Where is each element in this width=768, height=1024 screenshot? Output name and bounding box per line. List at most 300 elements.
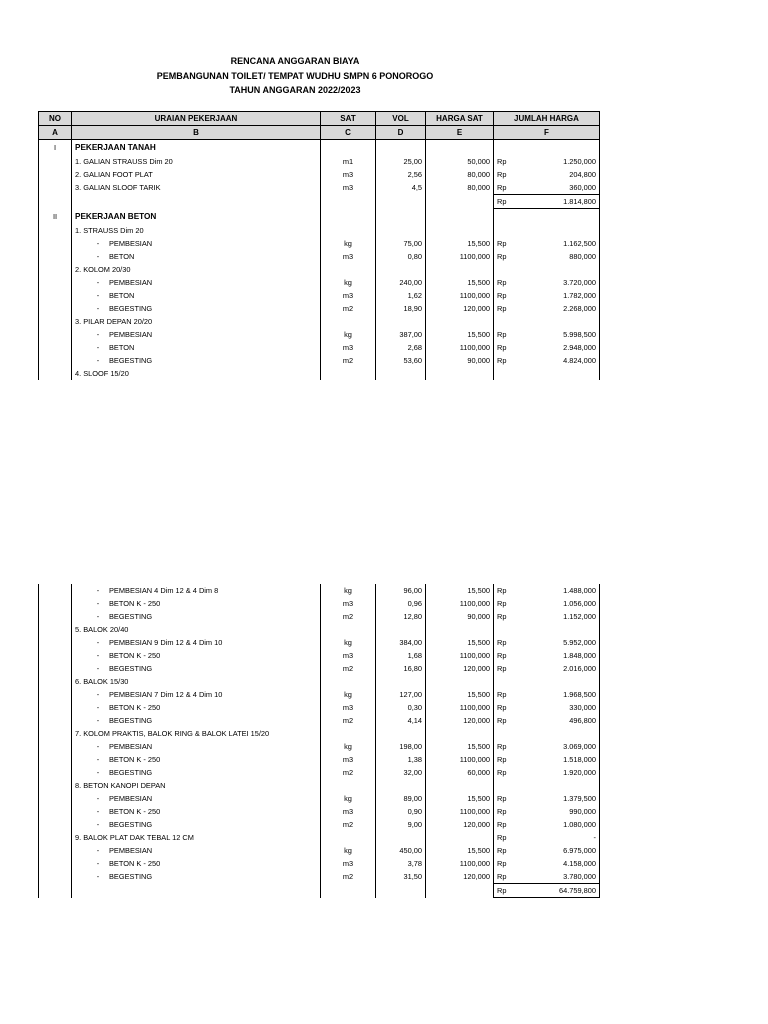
jumlah-cell bbox=[494, 168, 600, 181]
harga-cell bbox=[426, 831, 494, 844]
letter-row bbox=[39, 126, 600, 140]
blank-cell bbox=[426, 884, 494, 898]
uraian-text: BETON K - 250 bbox=[109, 755, 161, 764]
jumlah-value: 1.056,000 bbox=[563, 599, 596, 608]
currency-label: Rp bbox=[497, 330, 507, 339]
vol-cell: 127,00 bbox=[376, 688, 426, 701]
item-row bbox=[39, 584, 600, 597]
jumlah-cell bbox=[494, 623, 600, 636]
sat-cell bbox=[321, 779, 376, 792]
item-row bbox=[39, 792, 600, 805]
blank-cell bbox=[321, 195, 376, 209]
jumlah-value: 496,800 bbox=[569, 716, 596, 725]
item-row bbox=[39, 688, 600, 701]
currency-label: Rp bbox=[497, 690, 507, 699]
harga-cell: 1100,000 bbox=[426, 753, 494, 766]
no-cell bbox=[39, 584, 72, 597]
uraian-cell bbox=[72, 289, 321, 302]
jumlah-cell bbox=[494, 341, 600, 354]
currency-label: Rp bbox=[497, 197, 507, 206]
uraian-cell bbox=[72, 237, 321, 250]
jumlah-value: 4.158,000 bbox=[563, 859, 596, 868]
item-row bbox=[39, 610, 600, 623]
sat-cell: kg bbox=[321, 688, 376, 701]
harga-cell: 90,000 bbox=[426, 354, 494, 367]
jumlah-value: 1.379,500 bbox=[563, 794, 596, 803]
item-row bbox=[39, 289, 600, 302]
no-cell bbox=[39, 155, 72, 168]
harga-cell: 1100,000 bbox=[426, 701, 494, 714]
uraian-text: BETON K - 250 bbox=[109, 599, 161, 608]
currency-label: Rp bbox=[497, 612, 507, 621]
jumlah-cell bbox=[494, 250, 600, 263]
sat-cell: m3 bbox=[321, 250, 376, 263]
no-cell bbox=[39, 315, 72, 328]
dash-marker: - bbox=[96, 768, 100, 777]
uraian-cell bbox=[72, 662, 321, 675]
item-row bbox=[39, 354, 600, 367]
item-row bbox=[39, 662, 600, 675]
jumlah-value: 6.975,000 bbox=[563, 846, 596, 855]
currency-label: Rp bbox=[497, 356, 507, 365]
section-number: II bbox=[39, 209, 72, 225]
vol-cell: 89,00 bbox=[376, 792, 426, 805]
currency-label: Rp bbox=[497, 651, 507, 660]
vol-cell bbox=[376, 727, 426, 740]
jumlah-cell bbox=[494, 610, 600, 623]
sat-cell bbox=[321, 831, 376, 844]
uraian-cell bbox=[72, 276, 321, 289]
group-label: 7. KOLOM PRAKTIS, BALOK RING & BALOK LATEI 15/20 bbox=[72, 727, 321, 740]
group-label: 1. STRAUSS Dim 20 bbox=[72, 224, 321, 237]
no-cell bbox=[39, 181, 72, 195]
jumlah-cell bbox=[494, 237, 600, 250]
sat-cell bbox=[321, 315, 376, 328]
no-cell bbox=[39, 276, 72, 289]
no-cell bbox=[39, 805, 72, 818]
currency-label: Rp bbox=[497, 872, 507, 881]
uraian-cell bbox=[72, 753, 321, 766]
no-cell bbox=[39, 328, 72, 341]
jumlah-value: 5.998,500 bbox=[563, 330, 596, 339]
no-cell bbox=[39, 354, 72, 367]
jumlah-cell bbox=[494, 354, 600, 367]
dash-marker: - bbox=[96, 742, 100, 751]
uraian-cell bbox=[72, 870, 321, 884]
harga-cell: 15,500 bbox=[426, 636, 494, 649]
letter-f: F bbox=[494, 126, 600, 140]
header-harga: HARGA SAT bbox=[426, 112, 494, 126]
sat-cell: m3 bbox=[321, 857, 376, 870]
sat-cell: m2 bbox=[321, 818, 376, 831]
blank-cell bbox=[39, 884, 72, 898]
uraian-cell bbox=[72, 766, 321, 779]
sat-cell: kg bbox=[321, 636, 376, 649]
uraian-cell bbox=[72, 584, 321, 597]
harga-cell bbox=[426, 367, 494, 380]
group-label: 6. BALOK 15/30 bbox=[72, 675, 321, 688]
harga-cell: 15,500 bbox=[426, 792, 494, 805]
group-row bbox=[39, 367, 600, 380]
section-label: PEKERJAAN BETON bbox=[72, 209, 321, 225]
uraian-text: 2. GALIAN FOOT PLAT bbox=[75, 170, 153, 179]
currency-label: Rp bbox=[497, 343, 507, 352]
jumlah-value: 5.952,000 bbox=[563, 638, 596, 647]
uraian-cell bbox=[72, 155, 321, 168]
sat-cell: m3 bbox=[321, 753, 376, 766]
jumlah-value: 3.069,000 bbox=[563, 742, 596, 751]
dash-marker: - bbox=[96, 872, 100, 882]
uraian-cell bbox=[72, 740, 321, 753]
no-cell bbox=[39, 792, 72, 805]
uraian-cell bbox=[72, 597, 321, 610]
no-cell bbox=[39, 341, 72, 354]
uraian-cell bbox=[72, 857, 321, 870]
item-row bbox=[39, 766, 600, 779]
currency-label: Rp bbox=[497, 664, 507, 673]
dash-marker: - bbox=[96, 278, 100, 287]
sat-cell: m3 bbox=[321, 597, 376, 610]
vol-cell bbox=[376, 675, 426, 688]
no-cell bbox=[39, 714, 72, 727]
jumlah-cell bbox=[494, 675, 600, 688]
letter-c: C bbox=[321, 126, 376, 140]
dash-marker: - bbox=[96, 820, 100, 829]
group-row bbox=[39, 224, 600, 237]
group-row bbox=[39, 779, 600, 792]
jumlah-cell bbox=[494, 714, 600, 727]
sat-cell: m3 bbox=[321, 168, 376, 181]
uraian-text: BETON K - 250 bbox=[109, 807, 161, 816]
no-cell bbox=[39, 263, 72, 276]
uraian-cell bbox=[72, 818, 321, 831]
vol-cell: 12,80 bbox=[376, 610, 426, 623]
jumlah-value: 1.782,000 bbox=[563, 291, 596, 300]
no-cell bbox=[39, 302, 72, 315]
jumlah-cell bbox=[494, 289, 600, 302]
harga-cell bbox=[426, 779, 494, 792]
harga-cell: 90,000 bbox=[426, 610, 494, 623]
harga-cell bbox=[426, 263, 494, 276]
no-cell bbox=[39, 844, 72, 857]
no-cell bbox=[39, 610, 72, 623]
uraian-text: PEMBESIAN bbox=[109, 742, 153, 751]
sat-cell: kg bbox=[321, 740, 376, 753]
dash-marker: - bbox=[96, 807, 100, 816]
no-cell bbox=[39, 649, 72, 662]
blank-cell bbox=[321, 884, 376, 898]
uraian-text: BETON K - 250 bbox=[109, 859, 161, 868]
header-vol: VOL bbox=[376, 112, 426, 126]
harga-cell: 1100,000 bbox=[426, 341, 494, 354]
title-line-2: PEMBANGUNAN TOILET/ TEMPAT WUDHU SMPN 6 PONOROGO bbox=[156, 70, 434, 81]
jumlah-value: 1.920,000 bbox=[563, 768, 596, 777]
currency-label: Rp bbox=[497, 768, 507, 777]
vol-cell bbox=[376, 623, 426, 636]
vol-cell bbox=[376, 367, 426, 380]
vol-cell: 0,80 bbox=[376, 250, 426, 263]
dash-marker: - bbox=[96, 252, 100, 261]
jumlah-cell bbox=[494, 805, 600, 818]
jumlah-cell bbox=[494, 276, 600, 289]
jumlah-cell bbox=[494, 315, 600, 328]
uraian-text: BETON bbox=[109, 291, 135, 300]
currency-label: Rp bbox=[497, 807, 507, 816]
uraian-text: BEGESTING bbox=[109, 664, 153, 673]
dash-marker: - bbox=[96, 599, 100, 608]
currency-label: Rp bbox=[497, 716, 507, 725]
no-cell bbox=[39, 688, 72, 701]
currency-label: Rp bbox=[497, 742, 507, 751]
vol-cell: 4,14 bbox=[376, 714, 426, 727]
vol-cell: 16,80 bbox=[376, 662, 426, 675]
currency-label: Rp bbox=[497, 157, 507, 166]
sat-cell bbox=[321, 675, 376, 688]
uraian-cell bbox=[72, 844, 321, 857]
jumlah-value: 1.968,500 bbox=[563, 690, 596, 699]
uraian-text: BETON K - 250 bbox=[109, 703, 161, 712]
harga-cell: 15,500 bbox=[426, 584, 494, 597]
vol-cell: 387,00 bbox=[376, 328, 426, 341]
sat-cell: m1 bbox=[321, 155, 376, 168]
sat-cell bbox=[321, 367, 376, 380]
jumlah-cell bbox=[494, 649, 600, 662]
dash-marker: - bbox=[96, 703, 100, 712]
item-row bbox=[39, 753, 600, 766]
currency-label: Rp bbox=[497, 820, 507, 829]
uraian-cell bbox=[72, 701, 321, 714]
uraian-cell bbox=[72, 636, 321, 649]
no-cell bbox=[39, 623, 72, 636]
dash-marker: - bbox=[96, 755, 100, 764]
sat-cell bbox=[321, 263, 376, 276]
jumlah-cell bbox=[494, 224, 600, 237]
budget-table-page-2 bbox=[38, 584, 600, 898]
vol-cell: 4,5 bbox=[376, 181, 426, 195]
jumlah-cell bbox=[494, 688, 600, 701]
jumlah-value: 2.948,000 bbox=[563, 343, 596, 352]
header-jumlah: JUMLAH HARGA bbox=[494, 112, 600, 126]
vol-cell: 1,62 bbox=[376, 289, 426, 302]
jumlah-value: 880,000 bbox=[569, 252, 596, 261]
group-row bbox=[39, 623, 600, 636]
harga-cell: 120,000 bbox=[426, 818, 494, 831]
harga-cell: 15,500 bbox=[426, 328, 494, 341]
no-cell bbox=[39, 779, 72, 792]
jumlah-value: 1.162,500 bbox=[563, 239, 596, 248]
sat-cell: m3 bbox=[321, 649, 376, 662]
group-row bbox=[39, 675, 600, 688]
harga-cell bbox=[426, 727, 494, 740]
subtotal-row bbox=[39, 195, 600, 209]
blank-cell bbox=[426, 209, 494, 225]
currency-label: Rp bbox=[497, 755, 507, 764]
uraian-text: PEMBESIAN bbox=[109, 330, 153, 339]
blank-cell bbox=[39, 195, 72, 209]
dash-marker: - bbox=[96, 846, 100, 855]
uraian-cell bbox=[72, 354, 321, 367]
sat-cell bbox=[321, 623, 376, 636]
header-row bbox=[39, 112, 600, 126]
uraian-text: PEMBESIAN 4 Dim 12 & 4 Dim 8 bbox=[109, 586, 219, 595]
section-row bbox=[39, 140, 600, 156]
letter-a: A bbox=[39, 126, 72, 140]
vol-cell: 9,00 bbox=[376, 818, 426, 831]
harga-cell: 15,500 bbox=[426, 237, 494, 250]
currency-label: Rp bbox=[497, 586, 507, 595]
harga-cell: 1100,000 bbox=[426, 857, 494, 870]
sat-cell: kg bbox=[321, 584, 376, 597]
jumlah-value: 990,000 bbox=[569, 807, 596, 816]
header-no: NO bbox=[39, 112, 72, 126]
item-row bbox=[39, 155, 600, 168]
blank-cell bbox=[494, 209, 600, 225]
uraian-cell bbox=[72, 328, 321, 341]
uraian-text: BETON bbox=[109, 343, 135, 352]
vol-cell bbox=[376, 224, 426, 237]
harga-cell: 1100,000 bbox=[426, 250, 494, 263]
harga-cell: 50,000 bbox=[426, 155, 494, 168]
blank-cell bbox=[426, 195, 494, 209]
vol-cell: 1,68 bbox=[376, 649, 426, 662]
no-cell bbox=[39, 753, 72, 766]
jumlah-cell bbox=[494, 367, 600, 380]
uraian-text: 3. GALIAN SLOOF TARIK bbox=[75, 183, 161, 193]
sat-cell: m2 bbox=[321, 662, 376, 675]
uraian-cell bbox=[72, 341, 321, 354]
no-cell bbox=[39, 662, 72, 675]
no-cell bbox=[39, 766, 72, 779]
dash-marker: - bbox=[96, 330, 100, 339]
sat-cell bbox=[321, 727, 376, 740]
sat-cell: m2 bbox=[321, 714, 376, 727]
blank-cell bbox=[376, 884, 426, 898]
no-cell bbox=[39, 831, 72, 844]
uraian-text: PEMBESIAN 7 Dim 12 & 4 Dim 10 bbox=[109, 690, 223, 699]
no-cell bbox=[39, 636, 72, 649]
sat-cell: m2 bbox=[321, 610, 376, 623]
harga-cell: 1100,000 bbox=[426, 649, 494, 662]
harga-cell: 120,000 bbox=[426, 662, 494, 675]
blank-cell bbox=[321, 209, 376, 225]
uraian-cell bbox=[72, 792, 321, 805]
vol-cell: 384,00 bbox=[376, 636, 426, 649]
blank-cell bbox=[72, 884, 321, 898]
no-cell bbox=[39, 250, 72, 263]
jumlah-cell bbox=[494, 181, 600, 195]
group-row bbox=[39, 263, 600, 276]
item-row bbox=[39, 870, 600, 884]
jumlah-cell bbox=[494, 263, 600, 276]
subtotal-value: 1.814,800 bbox=[563, 197, 596, 206]
no-cell bbox=[39, 289, 72, 302]
uraian-text: BETON K - 250 bbox=[109, 651, 161, 660]
uraian-text: PEMBESIAN 9 Dim 12 & 4 Dim 10 bbox=[109, 638, 223, 647]
jumlah-value: 330,000 bbox=[569, 703, 596, 712]
no-cell bbox=[39, 675, 72, 688]
jumlah-cell bbox=[494, 727, 600, 740]
item-row bbox=[39, 168, 600, 181]
harga-cell: 120,000 bbox=[426, 870, 494, 884]
harga-cell bbox=[426, 623, 494, 636]
sat-cell: kg bbox=[321, 328, 376, 341]
item-row bbox=[39, 636, 600, 649]
dash-marker: - bbox=[96, 343, 100, 352]
harga-cell: 15,500 bbox=[426, 688, 494, 701]
no-cell bbox=[39, 168, 72, 181]
jumlah-cell bbox=[494, 766, 600, 779]
dash-marker: - bbox=[96, 356, 100, 365]
currency-label: Rp bbox=[497, 833, 507, 842]
currency-label: Rp bbox=[497, 170, 507, 179]
sat-cell: kg bbox=[321, 237, 376, 250]
vol-cell: 0,90 bbox=[376, 805, 426, 818]
currency-label: Rp bbox=[497, 599, 507, 608]
uraian-text: BEGESTING bbox=[109, 304, 153, 313]
dash-marker: - bbox=[96, 651, 100, 660]
jumlah-value: 2.268,000 bbox=[563, 304, 596, 313]
harga-cell: 15,500 bbox=[426, 740, 494, 753]
vol-cell: 2,56 bbox=[376, 168, 426, 181]
currency-label: Rp bbox=[497, 291, 507, 300]
item-row bbox=[39, 237, 600, 250]
harga-cell: 1100,000 bbox=[426, 289, 494, 302]
harga-cell: 15,500 bbox=[426, 276, 494, 289]
subtotal-cell bbox=[494, 884, 600, 898]
currency-label: Rp bbox=[497, 304, 507, 313]
jumlah-cell bbox=[494, 597, 600, 610]
group-row bbox=[39, 727, 600, 740]
uraian-cell bbox=[72, 714, 321, 727]
document-title bbox=[0, 54, 590, 98]
subtotal-value: 64.759,800 bbox=[559, 886, 596, 895]
sat-cell: m2 bbox=[321, 870, 376, 884]
dash-marker: - bbox=[96, 291, 100, 300]
jumlah-cell bbox=[494, 636, 600, 649]
subtotal-row bbox=[39, 884, 600, 898]
sat-cell: m3 bbox=[321, 701, 376, 714]
harga-cell: 80,000 bbox=[426, 181, 494, 195]
sat-cell: kg bbox=[321, 276, 376, 289]
harga-cell: 60,000 bbox=[426, 766, 494, 779]
title-line-3: TAHUN ANGGARAN 2022/2023 bbox=[229, 85, 361, 95]
uraian-text: BEGESTING bbox=[109, 768, 153, 777]
no-cell bbox=[39, 818, 72, 831]
blank-cell bbox=[72, 195, 321, 209]
uraian-text: 1. GALIAN STRAUSS Dim 20 bbox=[75, 157, 173, 166]
dash-marker: - bbox=[96, 586, 100, 595]
jumlah-cell bbox=[494, 662, 600, 675]
uraian-cell bbox=[72, 181, 321, 195]
currency-label: Rp bbox=[497, 886, 507, 895]
jumlah-value: 1.250,000 bbox=[563, 157, 596, 166]
uraian-text: PEMBESIAN bbox=[109, 278, 153, 287]
jumlah-value: 3.720,000 bbox=[563, 278, 596, 287]
currency-label: Rp bbox=[497, 183, 507, 192]
sat-cell bbox=[321, 224, 376, 237]
harga-cell: 120,000 bbox=[426, 302, 494, 315]
no-cell bbox=[39, 237, 72, 250]
uraian-cell bbox=[72, 250, 321, 263]
uraian-cell bbox=[72, 302, 321, 315]
dash-marker: - bbox=[96, 664, 100, 673]
group-row bbox=[39, 315, 600, 328]
jumlah-cell bbox=[494, 779, 600, 792]
subtotal-cell bbox=[494, 195, 600, 209]
vol-cell bbox=[376, 263, 426, 276]
item-row bbox=[39, 328, 600, 341]
vol-cell: 25,00 bbox=[376, 155, 426, 168]
